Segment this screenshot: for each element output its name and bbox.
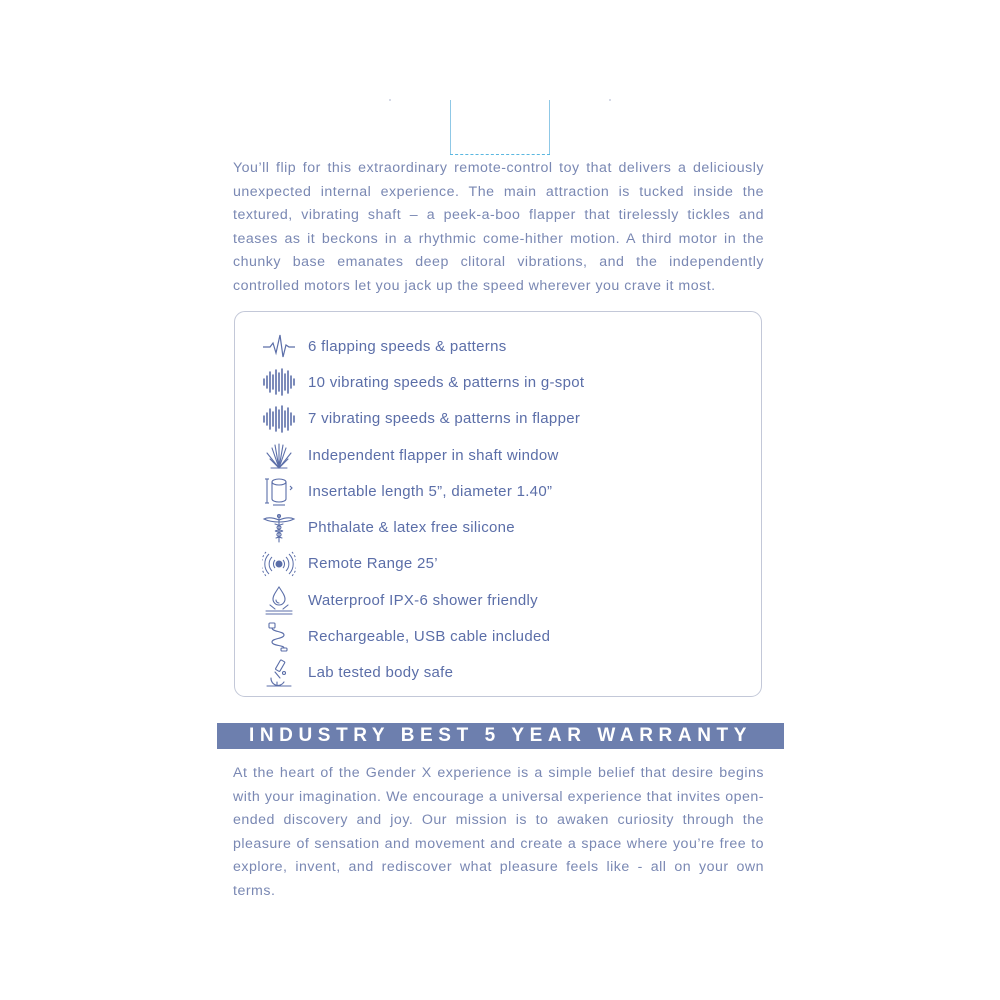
frame-side [450,100,451,155]
sound-wave-icon [261,403,297,435]
pulse-wave-icon [261,330,297,362]
feature-item [261,655,584,691]
mission-paragraph: At the heart of the Gender X experience is a simple belief that desire begins with your imagination. We encourage a universal experience that invites open-ended discovery and joy. Our mission is to awaken curiosity through the pleasure of sensation and movement and create a space where you’re free to explore, invent, and rediscover what pleasure feels like - all on your own terms. [233,765,764,899]
grass-burst-icon [261,439,297,471]
decorative-dot [389,99,391,101]
feature-label: 10 vibrating speeds & patterns in g-spot [308,373,585,391]
feature-label: Phthalate & latex free silicone [308,519,515,537]
features-box [234,311,762,697]
warranty-banner: INDUSTRY BEST 5 YEAR WARRANTY [217,723,784,749]
features-list [261,328,584,691]
feature-item [261,509,584,545]
frame-dashed-bottom [450,154,550,155]
feature-item [261,364,584,400]
feature-label: Waterproof IPX-6 shower friendly [308,591,538,609]
image-frame [450,100,550,155]
feature-item [261,328,584,364]
feature-label: Lab tested body safe [308,664,454,682]
feature-item [261,401,584,437]
decorative-dot [609,99,611,101]
cylinder-measure-icon [261,475,297,507]
feature-label: Rechargeable, USB cable included [308,628,551,646]
usb-cable-icon [261,621,297,653]
feature-item [261,473,584,509]
sound-wave-icon [261,366,297,398]
feature-label: Insertable length 5”, diameter 1.40” [308,482,553,500]
feature-label: Independent flapper in shaft window [308,446,559,464]
microscope-icon [261,657,297,689]
feature-item [261,437,584,473]
feature-item [261,618,584,654]
feature-label: Remote Range 25’ [308,555,438,573]
feature-item [261,582,584,618]
caduceus-icon [261,512,297,544]
intro-paragraph: You’ll flip for this extraordinary remote-control toy that delivers a deliciously unexpected internal experience. The main attraction is tucked inside the textured, vibrating shaft – a peek-a-boo flapper that tirelessly tickles and teases as it beckons in a rhythmic come-hither motion. A third motor in the chunky base emanates deep clitoral vibrations, and the independently controlled motors let you jack up the speed wherever you crave it most. [233,160,764,294]
feature-item [261,546,584,582]
signal-radius-icon [261,548,297,580]
feature-label: 6 flapping speeds & patterns [308,337,507,355]
water-drop-icon [261,584,297,616]
feature-label: 7 vibrating speeds & patterns in flapper [308,410,581,428]
frame-side [549,100,550,155]
